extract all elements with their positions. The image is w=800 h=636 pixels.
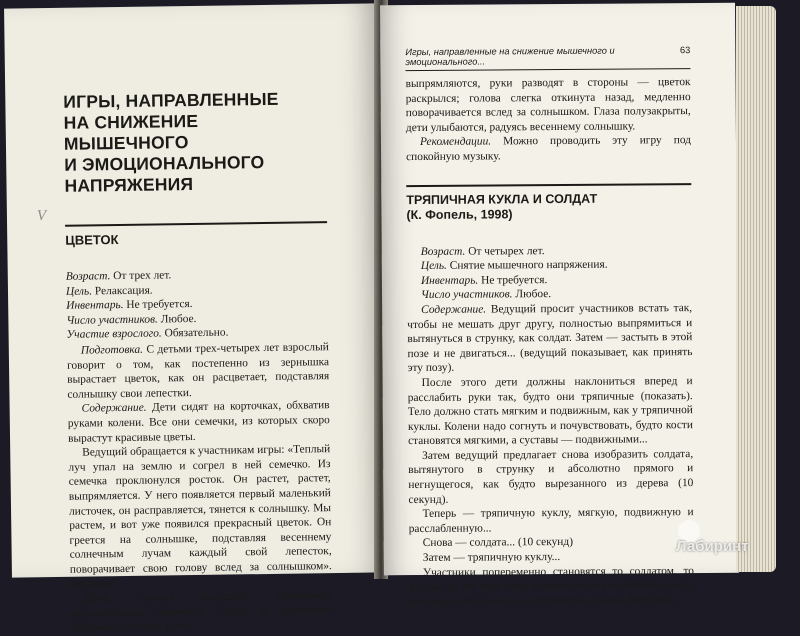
meta-line: Инвентарь. Не требуется. bbox=[420, 273, 548, 287]
paragraph: Подготовка. С детьми трех-четырех лет взрослый говорит о том, как постепенно из зернышка вырастает цветок, как он расцветает, подставляя солнышку свои лепестки. bbox=[66, 341, 330, 401]
right-page-content bbox=[405, 45, 694, 609]
paragraph: Дети, слушая ведущего, выполняют выразительные движения: сидят на корточках; поднимают голову, руки; bbox=[70, 589, 333, 635]
continuation-text bbox=[406, 75, 692, 165]
left-page-content bbox=[63, 78, 333, 635]
paragraph: Участники попеременно становятся то солдатом, то куклой до тех пор, пока полностью не расслабятся, после чего ведущий просит их встряхнуть руками, будто они bbox=[409, 564, 695, 608]
paragraph: Содержание. Ведущий просит участников встать так, чтобы не мешать друг другу, полностью выпрямиться и вытянуться в струнку, как солдат. Затем — застыть в этой позе и не двигаться... (ведущий показывает, как принять эту позу). bbox=[407, 302, 693, 375]
watermark: Лабиринт bbox=[676, 538, 749, 555]
page-number: 63 bbox=[679, 45, 691, 56]
paragraph: Содержание. Дети сидят на корточках, обхватив руками колени. Все они семечки, из которых скоро вырастут красивые цветы. bbox=[67, 399, 330, 445]
pencil-check-mark: V bbox=[36, 208, 47, 225]
chapter-title-line: И ЭМОЦИОНАЛЬНОГО bbox=[64, 152, 265, 175]
game-title-text: ТРЯПИЧНАЯ КУКЛА И СОЛДАТ bbox=[406, 191, 598, 207]
paragraph: Теперь — тряпичную куклу, мягкую, подвижную и расслабленную... bbox=[408, 506, 694, 535]
meta-line: Возраст. От четырех лет. bbox=[420, 244, 545, 258]
paragraph: Затем ведущий предлагает снова изобразить солдата, вытянутого в струнку и абсолютно прямого и негнущегося, как будто вырезанного из дерева (10 секунд). bbox=[408, 447, 694, 506]
game-description bbox=[67, 340, 333, 636]
paragraph: Снова — солдата... (10 секунд) bbox=[422, 536, 574, 550]
recommendation: Рекомендации. Можно проводить эту игру под спокойную музыку. bbox=[406, 134, 692, 164]
running-head bbox=[405, 45, 690, 71]
meta-line: Возраст. От трех лет. bbox=[65, 269, 172, 283]
meta-line: Цель. Релаксация. bbox=[65, 284, 153, 298]
meta-line: Инвентарь. Не требуется. bbox=[66, 298, 193, 312]
chapter-title-line: НАПРЯЖЕНИЯ bbox=[64, 174, 194, 196]
meta-line: Число участников. Любое. bbox=[66, 312, 197, 327]
page-edges bbox=[736, 6, 776, 572]
game-description bbox=[407, 301, 694, 609]
left-page bbox=[4, 3, 384, 635]
meta-line: Цель. Снятие мышечного напряжения. bbox=[420, 258, 608, 273]
meta-line: Число участников. Любое. bbox=[420, 288, 552, 302]
game-title bbox=[406, 183, 691, 223]
right-page bbox=[380, 3, 739, 608]
game-meta bbox=[66, 266, 329, 343]
game-meta bbox=[421, 243, 692, 303]
paragraph: Затем — тряпичную куклу... bbox=[422, 551, 561, 564]
meta-line: Участие взрослого. Обязательно. bbox=[66, 326, 229, 342]
paragraph: После этого дети должны наклониться вперед и расслабить руки так, будто они тряпичные (показать). Тело должно стать мягким и подвижным, как у тряпичной куклы. Колени надо согнуть и почувствовать, будто кости становятся мягкими, а суставы — подвижными... bbox=[407, 374, 693, 448]
section-title: ЦВЕТОК bbox=[65, 221, 327, 248]
paragraph: Ведущий обращается к участникам игры: «Теплый луч упал на землю и согрел в ней семечко. Из семечка проклюнулся росток. Он растет, растет, выпрямляется. У него появляется первый маленький листочек, он расправляется, тянется к солнышку. Мы растем, и вот уже появился прекрасный цветок. Он греется на солнышке, подставляя весеннему солнечным лучам каждый свой лепесток, поворачивает свою голову вслед за солнышком». Ведущий bbox=[68, 443, 332, 591]
chapter-title-line: ИГРЫ, НАПРАВЛЕННЫЕ bbox=[63, 88, 279, 112]
paragraph: выпрямляются, руки разводят в стороны — цветок раскрылся; голова слегка откинута назад, медленно поворачивается вслед за солнышком. Глаза полузакрыты, дети улыбаются, радуясь весеннему солнышку. bbox=[405, 76, 691, 134]
running-head-text: Игры, направленные на снижение мышечного и эмоционального... bbox=[405, 45, 615, 68]
chapter-title bbox=[63, 88, 326, 197]
chapter-title-line: НА СНИЖЕНИЕ МЫШЕЧНОГО bbox=[63, 110, 199, 154]
game-author: (К. Фопель, 1998) bbox=[406, 206, 513, 222]
